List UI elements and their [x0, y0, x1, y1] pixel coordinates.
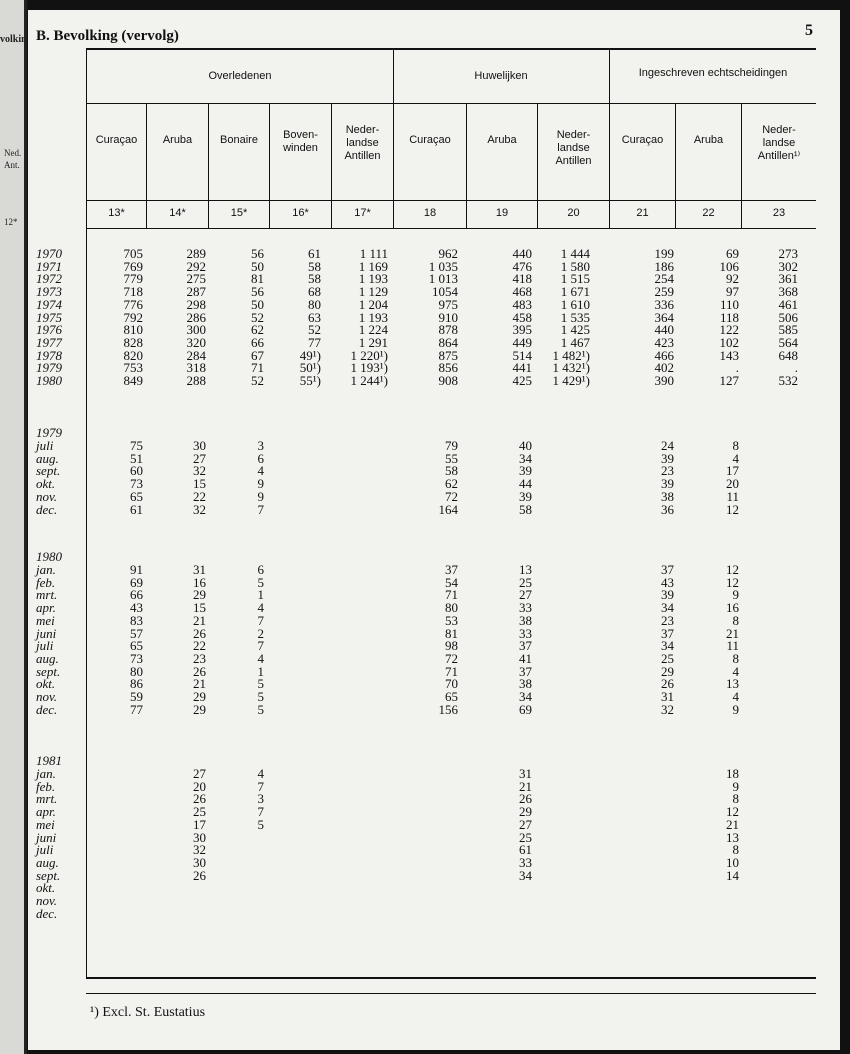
column-number: 21	[636, 207, 649, 219]
column-header-label: Curaçao	[621, 134, 664, 146]
data-column: 1 111 1 169 1 193 1 129 1 204 1 193 1 224 1 291 1 220¹) 1 193¹) 1 244¹)	[350, 246, 388, 389]
data-column: 31 21 26 29 27 25 61 33 34	[519, 766, 532, 883]
row-labels: jan. feb. mrt. apr. mei juni juli aug. sept. okt. nov. dec.	[36, 766, 61, 921]
footnote: ¹) Excl. St. Eustatius	[90, 1005, 206, 1020]
group-huwelijken: Huwelijken	[474, 70, 528, 82]
data-column: 40 34 39 44 39 58	[519, 438, 532, 517]
page-title: B. Bevolking (vervolg)	[36, 28, 179, 44]
column-header-label: Curaçao	[409, 134, 451, 146]
column-header-label: Neder- landse Antillen	[344, 124, 381, 162]
row-labels: juli aug. sept. okt. nov. dec.	[36, 438, 61, 517]
block-year: 1981	[36, 753, 62, 768]
data-column: 24 39 23 39 38 36	[661, 438, 674, 517]
data-column: 37 43 39 34 23 37 34 25 29 26 31 32	[661, 562, 674, 717]
left-strip-mid2: Ant.	[4, 160, 20, 170]
column-number: 22	[702, 207, 715, 219]
left-strip-top: volkin	[0, 34, 27, 45]
data-column: 1 444 1 580 1 515 1 671 1 610 1 535 1 425 1 467 1 482¹) 1 432¹) 1 429¹)	[552, 246, 590, 389]
data-column: 31 16 29 15 21 26 22 23 26 21 29 29	[193, 562, 206, 717]
footnote-rule	[86, 993, 816, 994]
data-column: 30 27 32 15 22 32	[193, 438, 206, 517]
data-column: 199 186 254 259 336 364 440 423 466 402 390	[654, 246, 674, 389]
top-rule	[86, 48, 816, 50]
column-header-label: Aruba	[487, 134, 517, 146]
row-labels: 1970 1971 1972 1973 1974 1975 1976 1977 1978 1979 1980	[36, 246, 62, 389]
column-header-label: Neder- landse Antillen¹⁾	[757, 124, 801, 162]
column-header-label: Curaçao	[95, 134, 138, 146]
data-column: 289 292 275 287 298 286 300 320 284 318 288	[186, 246, 206, 389]
data-column: 37 54 71 80 53 81 98 72 71 70 65 156	[438, 562, 458, 717]
data-column: 69 106 92 97 110 118 122 102 143 . 127	[719, 246, 739, 389]
column-header-label: Aruba	[162, 134, 193, 146]
header-rule-1	[86, 200, 816, 201]
data-column: 79 55 58 62 72 164	[438, 438, 458, 517]
document-page	[28, 10, 840, 1050]
column-number: 17*	[354, 207, 371, 219]
data-column: 962 1 035 1 013 1054 975 910 878 864 875 856 908	[428, 246, 458, 389]
data-column: 440 476 418 468 483 458 395 449 514 441 425	[512, 246, 532, 389]
data-column: 56 50 81 56 50 52 62 66 67 71 52	[251, 246, 264, 389]
data-column: 273 302 361 368 461 506 585 564 648 . 532	[778, 246, 798, 389]
data-column: 3 6 4 9 9 7	[257, 438, 264, 517]
data-column: 27 20 26 25 17 30 32 30 26	[193, 766, 206, 883]
group-overledenen: Overledenen	[208, 70, 272, 82]
data-column: 6 5 1 4 7 2 7 4 1 5 5 5	[257, 562, 264, 717]
block-year: 1980	[36, 549, 62, 564]
column-number: 19	[495, 207, 509, 219]
data-column: 91 69 66 43 83 57 65 73 80 86 59 77	[130, 562, 143, 717]
data-column: 18 9 8 12 21 13 8 10 14	[726, 766, 739, 883]
group-echtscheidingen: Ingeschreven echtscheidingen	[638, 67, 788, 79]
data-column: 61 58 58 68 80 63 52 77 49¹) 50¹) 55¹)	[299, 246, 321, 389]
row-labels: jan. feb. mrt. apr. mei juni juli aug. sept. okt. nov. dec.	[36, 562, 61, 717]
column-header-label: Aruba	[693, 134, 724, 146]
data-column: 4 7 3 7 5	[257, 766, 264, 832]
column-number: 14*	[169, 207, 186, 219]
column-number: 23	[772, 207, 786, 219]
column-number: 16*	[292, 207, 309, 219]
page-number: 5	[805, 22, 813, 39]
data-column: 8 4 17 20 11 12	[726, 438, 739, 517]
data-column: 12 12 9 16 8 21 11 8 4 13 4 9	[726, 562, 739, 717]
left-strip-mid1: Ned.	[4, 148, 22, 158]
bottom-rule	[86, 977, 816, 979]
column-header-label: Bonaire	[220, 134, 258, 146]
column-header-label: Boven- winden	[283, 129, 318, 154]
data-column: 75 51 60 73 65 61	[130, 438, 143, 517]
data-column: 705 769 779 718 776 792 810 828 820 753 849	[123, 246, 143, 389]
block-year: 1979	[36, 425, 62, 440]
left-strip-num: 12*	[4, 217, 18, 227]
group-rule	[86, 103, 816, 104]
column-number: 13*	[108, 207, 125, 219]
column-number: 18	[423, 207, 437, 219]
data-column: 13 25 27 33 38 33 37 41 37 38 34 69	[519, 562, 532, 717]
left-page-strip	[0, 0, 27, 1054]
column-header-label: Neder- landse Antillen	[555, 129, 592, 167]
column-number: 15*	[230, 207, 248, 219]
column-number: 20	[567, 207, 580, 219]
header-rule-2	[86, 228, 816, 229]
